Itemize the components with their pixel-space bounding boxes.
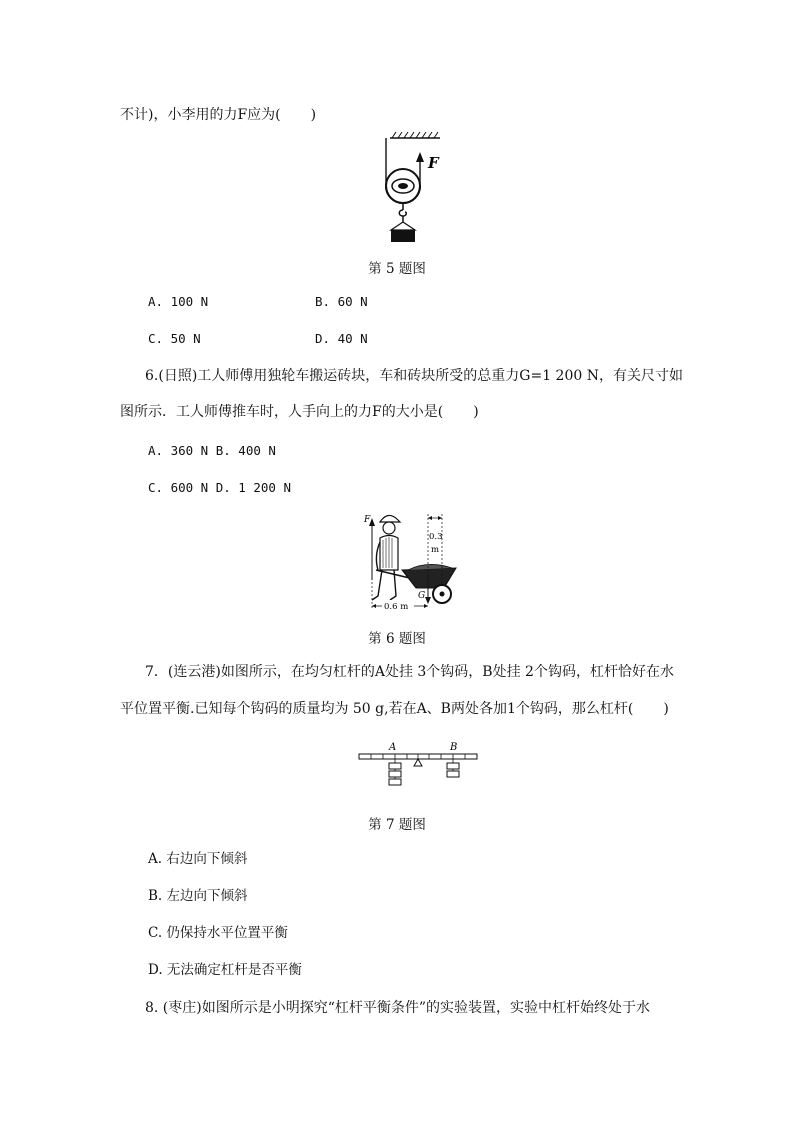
q7-fig-label-a: A: [389, 742, 397, 753]
q7-stem-line2: 平位置平衡.已知每个钩码的质量均为 50 g,若在A、B两处各加1个钩码，那么杠杆( ): [120, 701, 669, 717]
q5-option-d[interactable]: D. 40 N: [315, 331, 368, 346]
q6-wheelbarrow-figure: [358, 508, 468, 616]
q7-fig-label-b: B: [450, 742, 458, 753]
q5-option-b[interactable]: B. 60 N: [315, 294, 368, 309]
q6-fig-label-g: G: [418, 591, 426, 601]
q5-stem-end: 不计)，小李用的力F应为( ): [120, 107, 317, 123]
q7-option-b[interactable]: B. 左边向下倾斜: [148, 888, 248, 904]
q5-option-c[interactable]: C. 50 N: [148, 331, 201, 346]
q6-options-row2[interactable]: C. 600 N D. 1 200 N: [148, 480, 291, 495]
q6-figure-caption: 第 6 题图: [368, 631, 426, 647]
q6-fig-label-dist2: 0.6 m: [384, 602, 409, 612]
q7-option-d[interactable]: D. 无法确定杠杆是否平衡: [148, 962, 302, 978]
q7-option-a[interactable]: A. 右边向下倾斜: [148, 851, 248, 867]
q6-stem-line2: 图所示．工人师傅推车时，人手向上的力F的大小是( ): [120, 404, 479, 420]
q5-pulley-figure: [370, 130, 460, 248]
q6-stem-line1: 6.(日照)工人师傅用独轮车搬运砖块，车和砖块所受的总重力G=1 200 N，有关尺寸如: [145, 368, 683, 384]
q7-figure-caption: 第 7 题图: [368, 817, 426, 833]
q6-fig-label-dist1: 0.3: [429, 532, 443, 542]
q5-fig-label-f: F: [428, 154, 439, 172]
q6-fig-label-f: F: [364, 515, 371, 525]
q5-option-a[interactable]: A. 100 N: [148, 294, 209, 309]
q7-lever-figure: [355, 738, 483, 794]
q6-fig-label-dist1-unit: m: [431, 545, 440, 555]
q5-figure-caption: 第 5 题图: [368, 261, 426, 277]
q7-stem-line1: 7．(连云港)如图所示，在均匀杠杆的A处挂 3个钩码，B处挂 2个钩码，杠杆恰好在水: [145, 664, 674, 680]
q7-option-c[interactable]: C. 仍保持水平位置平衡: [148, 925, 288, 941]
q8-stem-line1: 8. (枣庄)如图所示是小明探究“杠杆平衡条件”的实验装置，实验中杠杆始终处于水: [145, 1000, 651, 1016]
q6-options-row1[interactable]: A. 360 N B. 400 N: [148, 443, 276, 458]
